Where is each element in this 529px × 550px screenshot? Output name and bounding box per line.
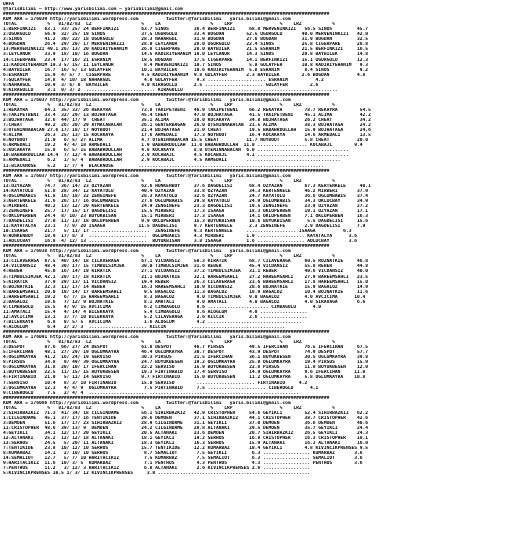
text-line: ###################################################################################################################### (3, 92, 330, 98)
text-line: 3:KERTENKELE 31.6 26/ 17/ 16 OGLUMBABIS 27.6 OGLUMBABIS 29.8 KAYATOLU 24.9 OGLUMBABIS 34.3 OKLUCBAY 34.9 (3, 198, 369, 204)
text-line: KUM ARA = 176039 http://yarisbilimi.wordpress.com twitter:@YarisBilimi yaris.bilimi@gmail.com (3, 17, 291, 23)
text-line: 9:CIMBAGOLU 15.5 4/ 9/ 15 AVCICIMA 6.2 CIMBAGOLU 8.6 ...................... CIMBAGOLU 4.0 (3, 304, 322, 310)
text-line: 13:CILAVERAGA 67.5 40/ 14/ 18 CILAVERAGA 67.1 VICDANSIZ 50.3 KIRATIK 68.7 CILAVERAGA 60.5 ROZNATKIE 46.8 (3, 259, 369, 265)
text-line: 1:BERFINKIZI 63.1 33/ 25/ 24 BERFINKIZI 63.7 SINOS 38.4 BERFINKIZI 68.8 MERVENINKIZI 56.5 SINOS 45.7 (3, 27, 369, 33)
text-line: TOTAL % 81/82/83 LZ % LA % LRP % LRZ % (3, 405, 335, 411)
text-line: 5:ARMEDALI 6.2 1/ 5/ 4 BABABRDULLAH 2.9 KOCABAJL 4.5 ARMEDALI .................................. (3, 158, 341, 164)
text-line: 6:OGLUMKAYRA 31.8 20/ 10/ 17 IFERCIHAN 22.2 SERVISO 15.9 BUYUKBESEN 22.8 PIRSUS 11.8 BUYUKBESEN 12.0 (3, 365, 369, 371)
text-line: 3:LEYLANUR 33.9 18/ 10/ 16 BOGDAN 14.5 KADIRIYEHANIM 18.0 LEYLANUR 14.3 SINOS 20.8 BAYBILEK 14.8 (3, 52, 369, 58)
text-line: 13:SERHOS 24.5 5/ 20/ 11 ALTANAKI 18.3 GEYIKLI 16.3 SERHOS 15.9 ALTANAKI 16.3 ALTANAKI 16.0 (3, 441, 369, 447)
text-line: 11:BLACKNOSE 5.2 1/ 7/ 4 BLACKNOSE ................................................................... (3, 163, 324, 169)
text-line: 8:NOYBOOT 21.0 6/ 5/ 27 ALIMA 4.7 OTENINNABACAN 15.5 CHEAT 11.7 NOYBOOT 5.8 CHEAT 20.0 (3, 138, 369, 144)
text-line: TOTAL % 81/82/83 LZ % LA % LRP % LRZ % (3, 22, 335, 28)
text-line: 14:CIGERPARE 23.4 17/ 16/ 21 ESRANIM 18.5 BOGDAN 17.5 CIGERPARE 14.1 BERFINKIZI 15.1 UGURGULU 12.3 (3, 57, 369, 63)
text-line: 2:ZENGINEFE 25.7 17/ 15/ 17 DAGDELISI 15.5 MIRBERI 17.3 ISAAGA 18.3 OKLUPERBEN 19.1 OZYAZAN 17.1 (3, 208, 369, 214)
text-line: 7:GULAYFER 14.8 4/ 10/ 18 NAHARGUL 4.0 GULAYFER 9.3 ..................... ESRANIM 4.2 (3, 77, 324, 83)
text-line: 3:OTENINNABACAN 27.6 17/ 18/ 17 NOYBOOT 21.4 BOJHATAGA 21.0 CHEAT 19.5 BABABRDULLAH 15.9 BOJHATAGA 24.6 (3, 128, 371, 134)
text-line: 2:SIHIRBAZKIZ 71.3 41/ 34/ 18 CILGINDAME 56.1 SIHIRBAZKIZ 42.9 CRISTOPHER 54.6 GEYIKLI 52.4 SIHIRBAZKIZ 62.2 (3, 410, 369, 416)
text-line: 8:PIRSUS 34.8 9/ 49/ 39 OGLUMKAYRA 24.7 BUYUKBESEN 19.2 OGLUMKAYRA 25.0 OGLUMKAYRA 19.4 PIRSUS 15.9 (3, 360, 369, 366)
text-line: 11:KADIRIYEHANIM 19.3 5/ 15/ 11 LEYLANUR 8.4 MERVENINKIZI 10.7 SINOS 5.8 GULAYFER 10.8 KADIRIYEHANIM 9.3 (3, 62, 369, 68)
text-line: 2:BOJHATAGA 32.6 44/ 17/ 9 CHEAT 35.1 ALIMA 28.0 KOCAKAYA 34.8 BOJHATAGA 26.2 CHEAT 34.2 (3, 118, 371, 124)
text-line: 4:BAYBILEK 16.7 16/ 5/ 13 GULAYFER 10.1 BAYBILEK 10.6 KADIRIYEHANIM 5.8 ESRANIM 8.4 SINOS 9.2 (3, 67, 369, 73)
text-line: 8:BAREEMSAHLI 20.0 10/ 14/ 17 BAREEMSAHLI 9.5 BAGALOZ 11.3 BAGALOZ 18.9 BAGALOZ 10.4 BOJNATKIE 11.6 (3, 289, 369, 295)
text-line: 7:SERVISO 10.4 8/ 3/ 10 FIRTINABIO 15.0 SERVISO ..................... FIRTINABIO 4.2 (3, 380, 308, 386)
text-line: 11:AMATALI 15.4 4/ 14/ 4 BILEKKAYA 5.4 CIMBAGOLU 8.6 ALOGLUM 4.0 ................. (3, 309, 310, 315)
text-line: 6:ARMEDALI 19.2 4/ 4/ 18 ARMEDALI 1.9 BABABRDULLAH 11.0 BABABRDULLAH 11.0 .................. KOCABAJL 9.4 (3, 143, 363, 149)
text-line: 5:KOCAKAYA 15.8 6/ 5/ 15 BABABRDULLAH 4.8 KOCAKAYA 8.0 OTENINNABACAN 6.0 ................................. (3, 148, 349, 154)
text-line: 1:REKAYRA 64.1 35/ 33/ 26 REKAYRA 73.8 TAKIPETBENI 46.9 TAKIPETBENI 66.2 REKAYRA 78.7 REKAYRA 54.5 (3, 107, 371, 113)
text-line: 4:OGLUMKAYRA 41.2 16/ 24/ 19 SERVISO 30.3 PIRSUS 21.5 IFERCIHAN 36.1 BUYUKBESEN 30.5 OGLUMKAYRA 39.8 (3, 355, 369, 361)
text-line: 14:VICDANSIZ 48.4 30/ 17/ 15 TIMBULSIMJEK 30.0 TIMBULSIMJEK 31.6 REBER 45.4 VICDANSIZ 55.8 REBER 44.8 (3, 264, 369, 270)
text-line: ###################################################################################################################### (3, 244, 330, 250)
text-line: 2:OGLUMKAYRA 12.3 4/ 4/ 9 OGLUMKAYRA 7.5 PIRTINABIO 7.5 ..................... CIBEROGLU 4.1 (3, 385, 319, 391)
text-line: 4:ALIMA 26.3 25/ 13/ 15 KOCAKAYA 17.6 ARMEDALI 17.3 NOYBOOT 16.4 KOCAKAYA 14.6 ARMEDALI 13.5 (3, 133, 371, 139)
text-line: 5:KIVINCIKPRENSES 10.5 1/ 3/ 12 KIVINCIKPRENSES 3.0 ....................................................... (3, 471, 310, 477)
text-line: 7:PENTHOS 11.2 3/ 12/ 3 HARITACIKIZ 6.8 ALTANAKI 2.6 KIVINCIKPRENSES 2.6 ................. (3, 466, 313, 472)
text-line: 2:UGURGULU 56.9 32/ 25/ 19 SINOS 37.5 UGURGULU 33.4 BOGDAN 52.5 UGURGULU 40.0 MERVENINKIZI 42.0 (3, 32, 369, 38)
text-line: TOTAL % 81/82/83 LZ % LA % LRP % LRZ % (3, 102, 335, 108)
text-line: 9:HUNKENBOY 18.9 17/ 8/ 3 ..................... OGLUMBABIS 4.3 MIRBERI 1.9 ................. KAYATALYA 3.6 (3, 234, 358, 240)
text-line: 4:GEYIKLI 34.1 12/ 17/ 20 GEYIKLI 20.5 ALTANAKI 23.6 DEMOEN 20.7 SIHIRBAZKIZ 26.5 GEYIKLI 24.3 (3, 430, 369, 436)
text-line: TOTAL % 81/82/83 LZ % LA % LRP % LRZ % (3, 254, 335, 260)
text-line: 3:DESPOT 87.6 66/ 27/ 24 DESPOT 61.8 DESPOT 46.7 PIRSUS 49.5 IFERCIHAN 76.5 IFERCIHAN 67.5 (3, 345, 369, 351)
text-line: 7:DAGDELISI 27.0 11/ 13/ 18 OKLUPERBEN 9.9 OKLUPERBEN 15.3 BUYUKBISAN 10.6 BUYUKBISAN 5.5 DAGDELISI 15.6 (3, 219, 369, 225)
text-line: 3:DEMOEN 51.6 17/ 17/ 23 SIHIRBAZKIZ 28.9 CILGINDAME 31.1 GEYIKLI 37.0 DEMOEN 36.6 DEMOEN 40.6 (3, 420, 369, 426)
text-line: 4:BOGDAN 26.4 29/ 20/ 17 MERVENINKIZI 28.0 LEYLANUR 28.0 UGURGULU 22.4 SINOS 25.8 CIGERPARE 26.8 (3, 42, 369, 48)
text-line: 11:KAYATALYA 23.1 7/ 9/ 20 ISAAGA 11.5 DAGDELISI 9.7 KERTENKELE 2.3 ZENGINEFE 2.9 DAGDELISI 7.9 (3, 224, 366, 230)
text-line: 9:HARITACIKIZ 11.6 10/ 3/ 5 KUMARBAZ 7.1 PENTHOS 4.3 PENTHOS 4.3 ................. PENTHOS 3.6 (3, 461, 363, 467)
text-line: 8:NAHARGUL 10.9 3/ 6/ 8 BAYBILEK 4.0 KIRAGOLLU 2.5 ..................... GULAYFER 2.6 (3, 82, 319, 88)
text-line: 2:BAGALOZ 18.6 7/ 12/ 9 BOJNATKIE 8.1 AMATALI 9.0 AMATALI 4.0 BAGALOZ 4.0 SIRAVAGA 6.6 (3, 299, 366, 305)
text-line: 12:ALTANAKI 25.2 12/ 12/ 18 ALTANAKI 18.1 GEYIKLI 19.2 SERHOS 16.8 CRISTOPHER 16.3 CRISTOPHER 18.1 (3, 436, 369, 442)
text-line: 7:CHEAT 49.2 26/ 20/ 29 ATMACABACAN 26.1 GENTERBAGAN 26.0 OTENINNABACAN 21.5 ALIMA 38.3 BOJHATAGA 24.2 (3, 123, 371, 129)
text-line: 11:CRISTOPHER 48.6 39/ 13/ 9 DEMOEN 24.2 CILGINDAME 28.8 ALTANAKI 29.5 DEMOEN 35.7 GEYIKLI 24.4 (3, 425, 369, 431)
text-line: @YarisBilimi — http://www.yarisbilimi.com — yarisbilimi@gmail.com (3, 7, 183, 13)
text-line: 6:BOJNATKIE 32.3 11/ 17/ 14 REBER 16.3 HAREEMSAHLI 10.9 VICDANSIZ 20.6 BOJNATKIE 15.9 BAGALOZ 14.9 (3, 284, 369, 290)
text-line: 4:REBER 45.0 16/ 14/ 19 KIRATIK 27.1 VICDANSIZ 37.2 TIMBULSIMJEK 31.1 REBER 40.6 VICDANSIZ 40.0 (3, 269, 369, 275)
text-line: 3:TIMBULSIMJEK 42.1 20/ 17/ 18 KIRATIK 21.1 BOJNATKIE 32.1 HAREEMSAHLI 27.2 HAREEMSAHLI 27.9 BAREEMSAHLI 23.5 (3, 274, 369, 280)
text-line: 13:MERVENINKIZI 49.1 26/ 13/ 20 KADIRIYEHANIM 26.8 CIGERPARE 28.0 BAYBILEK 21.5 ESRANIM 21.5 BERFINKIZI 16.5 (3, 47, 369, 53)
text-line: KUM ARA = 176091 http://yarisbilimi.wordpress.com twitter:@YarisBilimi yaris.bilimi@gmail.com (3, 335, 291, 341)
text-line: ###################################################################################################################### (3, 168, 330, 174)
text-line: ###################################################################################################################### (3, 395, 330, 401)
text-line: 3:SINOS 41.2 30/ 22/ 18 UGURGULU 28.3 NAHARGUL 31.9 BOGDAN 27.6 BOGDAN 31.9 BOGDAN 32.5 (3, 37, 369, 43)
text-line: TOTAL % 81/82/83 LZ % LA % LRP % LRZ % (3, 178, 335, 184)
text-line: 5:MIRBERI 40.2 13/ 12/ 20 KERTENKELE 24.9 ZENGINEFE 23.3 DAGDELISI 19.5 ZENGINEFE 23.9 OZYAZAN 27.2 (3, 203, 369, 209)
text-line: 14:SEMALIOT 12.7 5/ 7/ 10 HARITACIKIZ 7.5 KUMARBAZ 7.5 SEMALIOT 6.3 ................. SEMALIOT 3.6 (3, 456, 363, 462)
text-line: KUM ARA = 176037 http://yarisbilimi.wordpress.com twitter:@YarisBilimi yaris.bilimi@gmail.com (3, 97, 291, 103)
text-line: 1:AOLUCBAY 16.8 4/ 12/ 13 ..................... BUYUKBISAN 3.8 ISAAGA 1.6 ................. AOLUCBAY 3.6 (3, 239, 358, 245)
text-line: 4:OGLUMBABIS 41.8 16/ 18/ 22 ZENGINEFE 28.3 KAYATOLU 32.6 OZYAZAN 24.7 KAYATOLU 36.6 OGLUMBABIS 37.4 (3, 193, 369, 199)
text-line: 6:OKLUPERBEN 24.4 8/ 10/ 23 BUYUKBISAN 15.1 MIRBERI 17.3 ISAAGA 14.1 OKLUPERBEN 7.1 OKLUPERBEN 16.3 (3, 213, 369, 219)
text-line: 7:BILEKKAYA 6.8 0/ 5/ 5 AVCICIMA 1.6 ALOGLUM 4.2 .................................. (3, 319, 302, 325)
text-line: 9:TAKIPETBENI 33.4 32/ 29/ 13 BOJHATAGA 45.4 CHEAT 47.0 BOJHATAGA 41.5 TAKIPETBENI 45.1 ALIMA 42.2 (3, 113, 371, 119)
text-line: 5:IFERCIHAN 48.1 27/ 29/ 19 OGLUMKAYRA 46.4 OGLUMKAYRA 30.7 DESPOT 43.9 DESPOT 74.9 DESPOT 57.7 (3, 350, 369, 356)
text-line: ###################################################################################################################### (3, 12, 330, 18)
text-line: 10:BABABRDULLAH 14.4 7/ 12/ 4 BABABRDULLAH 2.9 KOCABAJL 4.5 KOCABAJL 4.1 ................................. (3, 153, 349, 159)
text-line: 12:AVCICIMA 13.1 3/ 7/ 10 BILEKKAYA 5.2 CILAVERAGA 2.6 KILCIK 2.6 ................. (3, 314, 310, 320)
text-line: 1:HAREEMSAHLI 19.2 6/ 7/ 15 HAREEMSAHLI 8.3 BAGALOZ 9.0 TIMBULSIMJEK 9.0 BAGALOZ 4.0 AVCICIMA 10.4 (3, 294, 366, 300)
text-line: TOTAL % 81/82/83 LZ % LA % LRP % LRZ % (3, 340, 335, 346)
text-line: 13:OZYAZAN 74.7 36/ 14/ 23 OZYAZAN 62.6 HUNKENBOY 37.6 DAGDELISI 68.4 OZYAZAN 67.3 KERTENKELE 40.1 (3, 183, 371, 189)
text-line: 8:KUMARBAZ 14.1 2/ 10/ 10 SERHOS 8.7 SEMALIOT 7.5 GEYIKLI 6.3 ................. KUMARBAZ 3.6 (3, 451, 363, 457)
text-line: ###################################################################################################################### (3, 330, 330, 336)
text-line: KUM ARA = 176086 http://yarisbilimi.wordpress.com twitter:@YarisBilimi yaris.bilimi@gmail.com (3, 400, 291, 406)
text-line: KUM ARA = 176037 http://yarisbilimi.wordpress.com twitter:@YarisBilimi yaris.bilimi@gmail.com (3, 173, 291, 179)
text-line: 1:BUYUKBESEN 22.5 11/ 15/ 15 BUYUKBESEN 19.3 FIRTINABIO 17.4 SERVISO 14.9 OGLUMKAYRA 9.6 IFERCIHAN 11.0 (3, 370, 366, 376)
text-line: 9:CIBEROGLU 7.5 2/ 4/ 4 ..................... ...................................................... (3, 390, 299, 396)
text-line: 4:ALOGLUM 6.4 2/ 2/ 3 ..................... KILCIK .................................. (3, 325, 286, 330)
text-line: 1:CILGINDAME 45.1 37/ 17/ 16 TENTIKIDE 29.6 DEMOEN 37.1 SIHIRBAZKIZ 44.1 CRISTOPHER 38.7 CRISTOPHER 42.6 (3, 415, 369, 421)
text-line: URFA (3, 2, 15, 7)
text-line: 4:FIRTINABIO 21.0 5/ 11/ 14 SERVISO 9.7 FIRTINABIO 15.0 BUYUKBESEN 11.2 OGLUMKAYRA 5.8 OGLUMKAYRA 10.8 (3, 375, 366, 381)
text-line: 10:ISAAGA 21.7 5/ 11/ 17 ..................... ZENGINEFE 9.3 KERTENKELE .................. ISAAGA 6.3 (3, 229, 352, 235)
text-line: 7:TENTIKIDE 23.8 10/ 12/ 10 SERHOS 15.7 TENTIKIDE 12.2 KUMARBAZ 10.4 GEYIKLI 4.8 KIVINCIKPRENSES 9.5 (3, 446, 369, 452)
text-line: KUM ARA = 176038 http://yarisbilimi.wordpress.com twitter:@YarisBilimi yaris.bilimi@gmail.com (3, 249, 291, 255)
text-line: 5:KIRATIK 37.9 29/ 13/ 11 VICDANSIZ 19.4 REBER 26.3 CILAVERAGA 23.6 BAREEMSAHLI 17.8 HAREEMSAHLI 15.0 (3, 279, 369, 285)
text-line: 14:KAYATOLU 51.8 28/ 34/ 12 KAYATOLU 40.4 OZYAZAN 33.8 OZYAZAN 34.3 KERTENKELE 46.2 MIRBERI 37.9 (3, 188, 369, 194)
text-line: 6:ESRANIM 15.9 4/ 5/ 7 CIGERPARE 4.5 KADIRIYEHANIM 9.8 GULAYFER 2.3 BAYBILEK 2.6 BOGDAN 4.8 (3, 72, 366, 78)
text-line: 9:KIRAGOLLU 3.1 0/ 3/ 2 ......................... KIRAGOLLU .................................................. (3, 87, 338, 93)
